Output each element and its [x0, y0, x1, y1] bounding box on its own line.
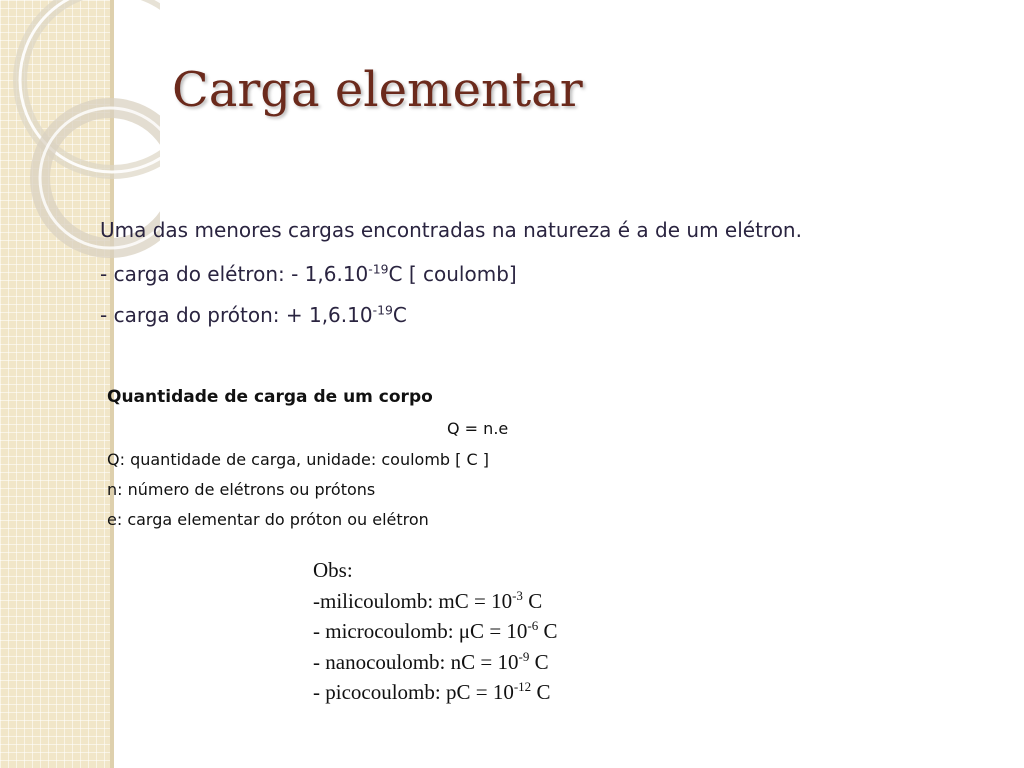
- definition-q: Q: quantidade de carga, unidade: coulomb [ C ]: [107, 450, 489, 469]
- obs-item-suffix: C: [522, 588, 543, 613]
- obs-item-nanocoulomb: [313, 647, 558, 678]
- electron-charge-prefix: - carga do elétron: - 1,6.10: [100, 262, 369, 286]
- proton-charge-line: [100, 303, 407, 327]
- obs-item-milicoulomb: [313, 586, 558, 617]
- obs-item-exponent: -12: [513, 679, 532, 694]
- obs-item-suffix: C: [531, 680, 551, 704]
- obs-item-exponent: -6: [527, 618, 539, 633]
- obs-item-exponent: -3: [512, 587, 523, 603]
- obs-item-prefix: -milicoulomb: mC = 10: [313, 588, 513, 613]
- section-title: Quantidade de carga de um corpo: [107, 387, 433, 407]
- obs-item-microcoulomb: [313, 616, 558, 647]
- definition-n: n: número de elétrons ou prótons: [107, 480, 376, 499]
- obs-item-prefix: - picocoulomb: pC = 10: [313, 680, 514, 704]
- obs-item-prefix: - microcoulomb: μC = 10: [313, 619, 528, 643]
- obs-item-exponent: -9: [518, 648, 530, 664]
- obs-item-suffix: C: [529, 649, 549, 674]
- obs-item-prefix: - nanocoulomb: nC = 10: [313, 649, 519, 674]
- intro-text: Uma das menores cargas encontradas na natureza é a de um elétron.: [100, 218, 802, 242]
- definition-e: e: carga elementar do próton ou elétron: [107, 510, 429, 529]
- obs-item-picocoulomb: [313, 677, 558, 708]
- electron-charge-line: [100, 262, 517, 286]
- obs-block: [313, 555, 558, 708]
- obs-item-suffix: C: [538, 619, 558, 643]
- proton-charge-suffix: C: [392, 303, 407, 327]
- proton-charge-prefix: - carga do próton: + 1,6.10: [100, 303, 373, 327]
- slide-title: Carga elementar: [172, 62, 583, 118]
- electron-charge-exponent: -19: [368, 261, 389, 277]
- obs-heading: Obs:: [313, 558, 353, 582]
- formula: Q = n.e: [447, 419, 509, 438]
- electron-charge-suffix: C [ coulomb]: [388, 262, 517, 286]
- proton-charge-exponent: -19: [372, 302, 393, 318]
